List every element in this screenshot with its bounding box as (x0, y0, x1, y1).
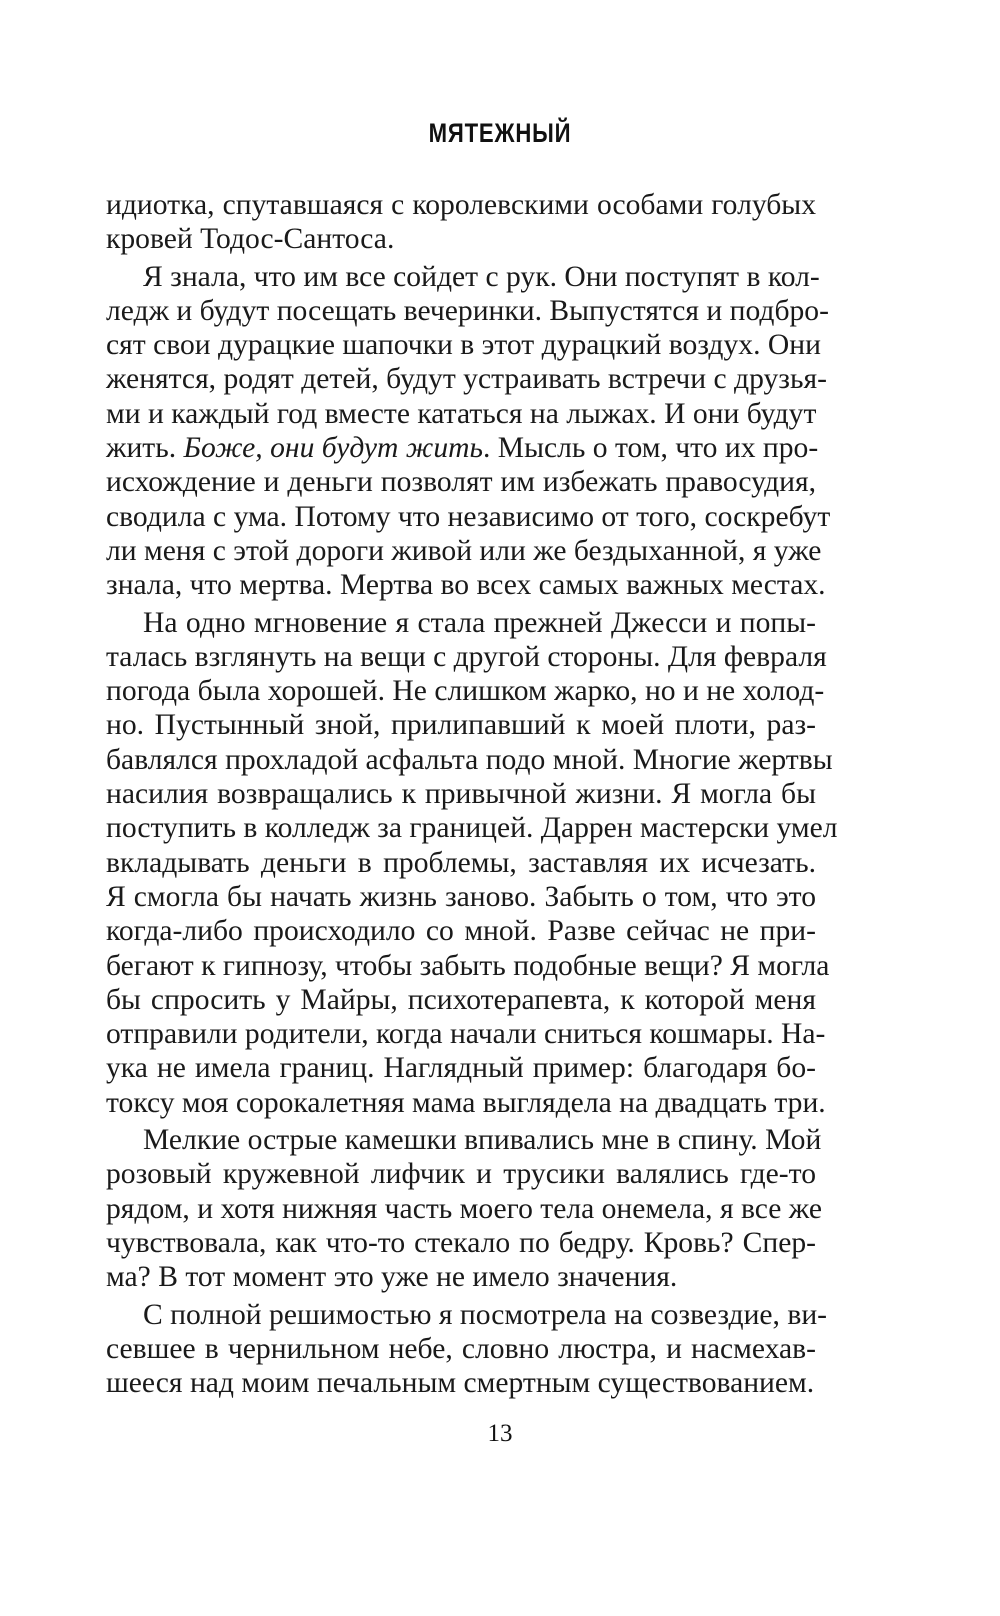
text-line: бегают к гипнозу, чтобы забыть подобные вещи? Я могла (106, 949, 830, 982)
text-line: рядом, и хотя нижняя часть моего тела онемела, я все же (106, 1192, 823, 1225)
text-line: погода была хорошей. Не слишком жарко, но и не холод- (106, 675, 825, 708)
text-run: жить. (106, 432, 184, 465)
text-line: Я смогла бы начать жизнь заново. Забыть о том, что это (106, 880, 816, 913)
text-line: ледж и будут посещать вечеринки. Выпустятся и подбро- (106, 294, 829, 327)
text-line: когда-либо происходило со мной. Разве сейчас не при- (106, 915, 816, 948)
text-line: шееся над моим печальным смертным существованием. (106, 1367, 815, 1400)
text-line: севшее в чернильном небе, словно люстра, и насмехав- (106, 1332, 816, 1365)
text-line: исхождение и деньги позволят им избежать правосудия, (106, 466, 816, 499)
text-line: ма? В тот момент это уже не имело значения. (106, 1261, 678, 1294)
text-line: идиотка, спутавшаяся с королевскими особами голубых (106, 189, 816, 221)
text-line: поступить в колледж за границей. Даррен мастерски умел (106, 812, 838, 845)
text-line: бавлялся прохладой асфальта подо мной. Многие жертвы (106, 743, 833, 776)
text-line: чувствовала, как что-то стекало по бедру. Кровь? Спер- (106, 1226, 816, 1259)
text-line: розовый кружевной лифчик и трусики валялись где-то (106, 1158, 816, 1191)
text-line-with-emphasis (106, 431, 819, 465)
text-line: На одно мгновение я стала прежней Джесси и попы- (143, 606, 816, 639)
running-title: МЯТЕЖНЫЙ (428, 118, 572, 148)
text-line: вкладывать деньги в проблемы, заставляя их исчезать. (106, 846, 816, 879)
text-line: женятся, родят детей, будут устраивать встречи с друзья- (106, 363, 827, 396)
body-text (106, 188, 838, 1402)
text-line: сят свои дурацкие шапочки в этот дурацкий воздух. Они (106, 329, 821, 362)
paragraph-4 (106, 1123, 823, 1294)
text-line: ука не имела границ. Наглядный пример: благодаря бо- (106, 1052, 816, 1085)
text-line: Я знала, что им все сойдет с рук. Они поступят в кол- (143, 260, 820, 293)
paragraph-1 (106, 188, 816, 257)
text-line: талась взглянуть на вещи с другой стороны. Для февраля (106, 640, 827, 673)
text-line: С полной решимостью я посмотрела на созвездие, ви- (143, 1298, 828, 1331)
text-run: . Мысль о том, что их про- (482, 432, 819, 465)
page-number: 13 (487, 1420, 513, 1447)
emphasis-text: Боже, они будут жить (183, 432, 483, 465)
text-line: токсу моя сорокалетняя мама выглядела на двадцать три. (106, 1086, 826, 1119)
text-line: Мелкие острые камешки впивались мне в спину. Мой (143, 1124, 822, 1157)
text-line: но. Пустынный зной, прилипавший к моей плоти, раз- (106, 709, 816, 742)
text-line: бы спросить у Майры, психотерапевта, к которой меня (106, 983, 816, 1016)
paragraph-2 (106, 260, 831, 603)
text-line: отправили родители, когда начали сниться кошмары. На- (106, 1018, 826, 1051)
text-line: кровей Тодос-Сантоса. (106, 223, 395, 256)
paragraph-3 (106, 606, 838, 1120)
text-line: знала, что мертва. Мертва во всех самых важных местах. (106, 569, 826, 602)
paragraph-5 (106, 1298, 828, 1401)
text-line: ми и каждый год вместе кататься на лыжах. И они будут (106, 397, 817, 430)
text-line: насилия возвращались к привычной жизни. Я могла бы (106, 778, 816, 811)
text-line: ли меня с этой дороги живой или же бездыханной, я уже (106, 534, 822, 567)
text-line: сводила с ума. Потому что независимо от того, соскребут (106, 500, 831, 533)
